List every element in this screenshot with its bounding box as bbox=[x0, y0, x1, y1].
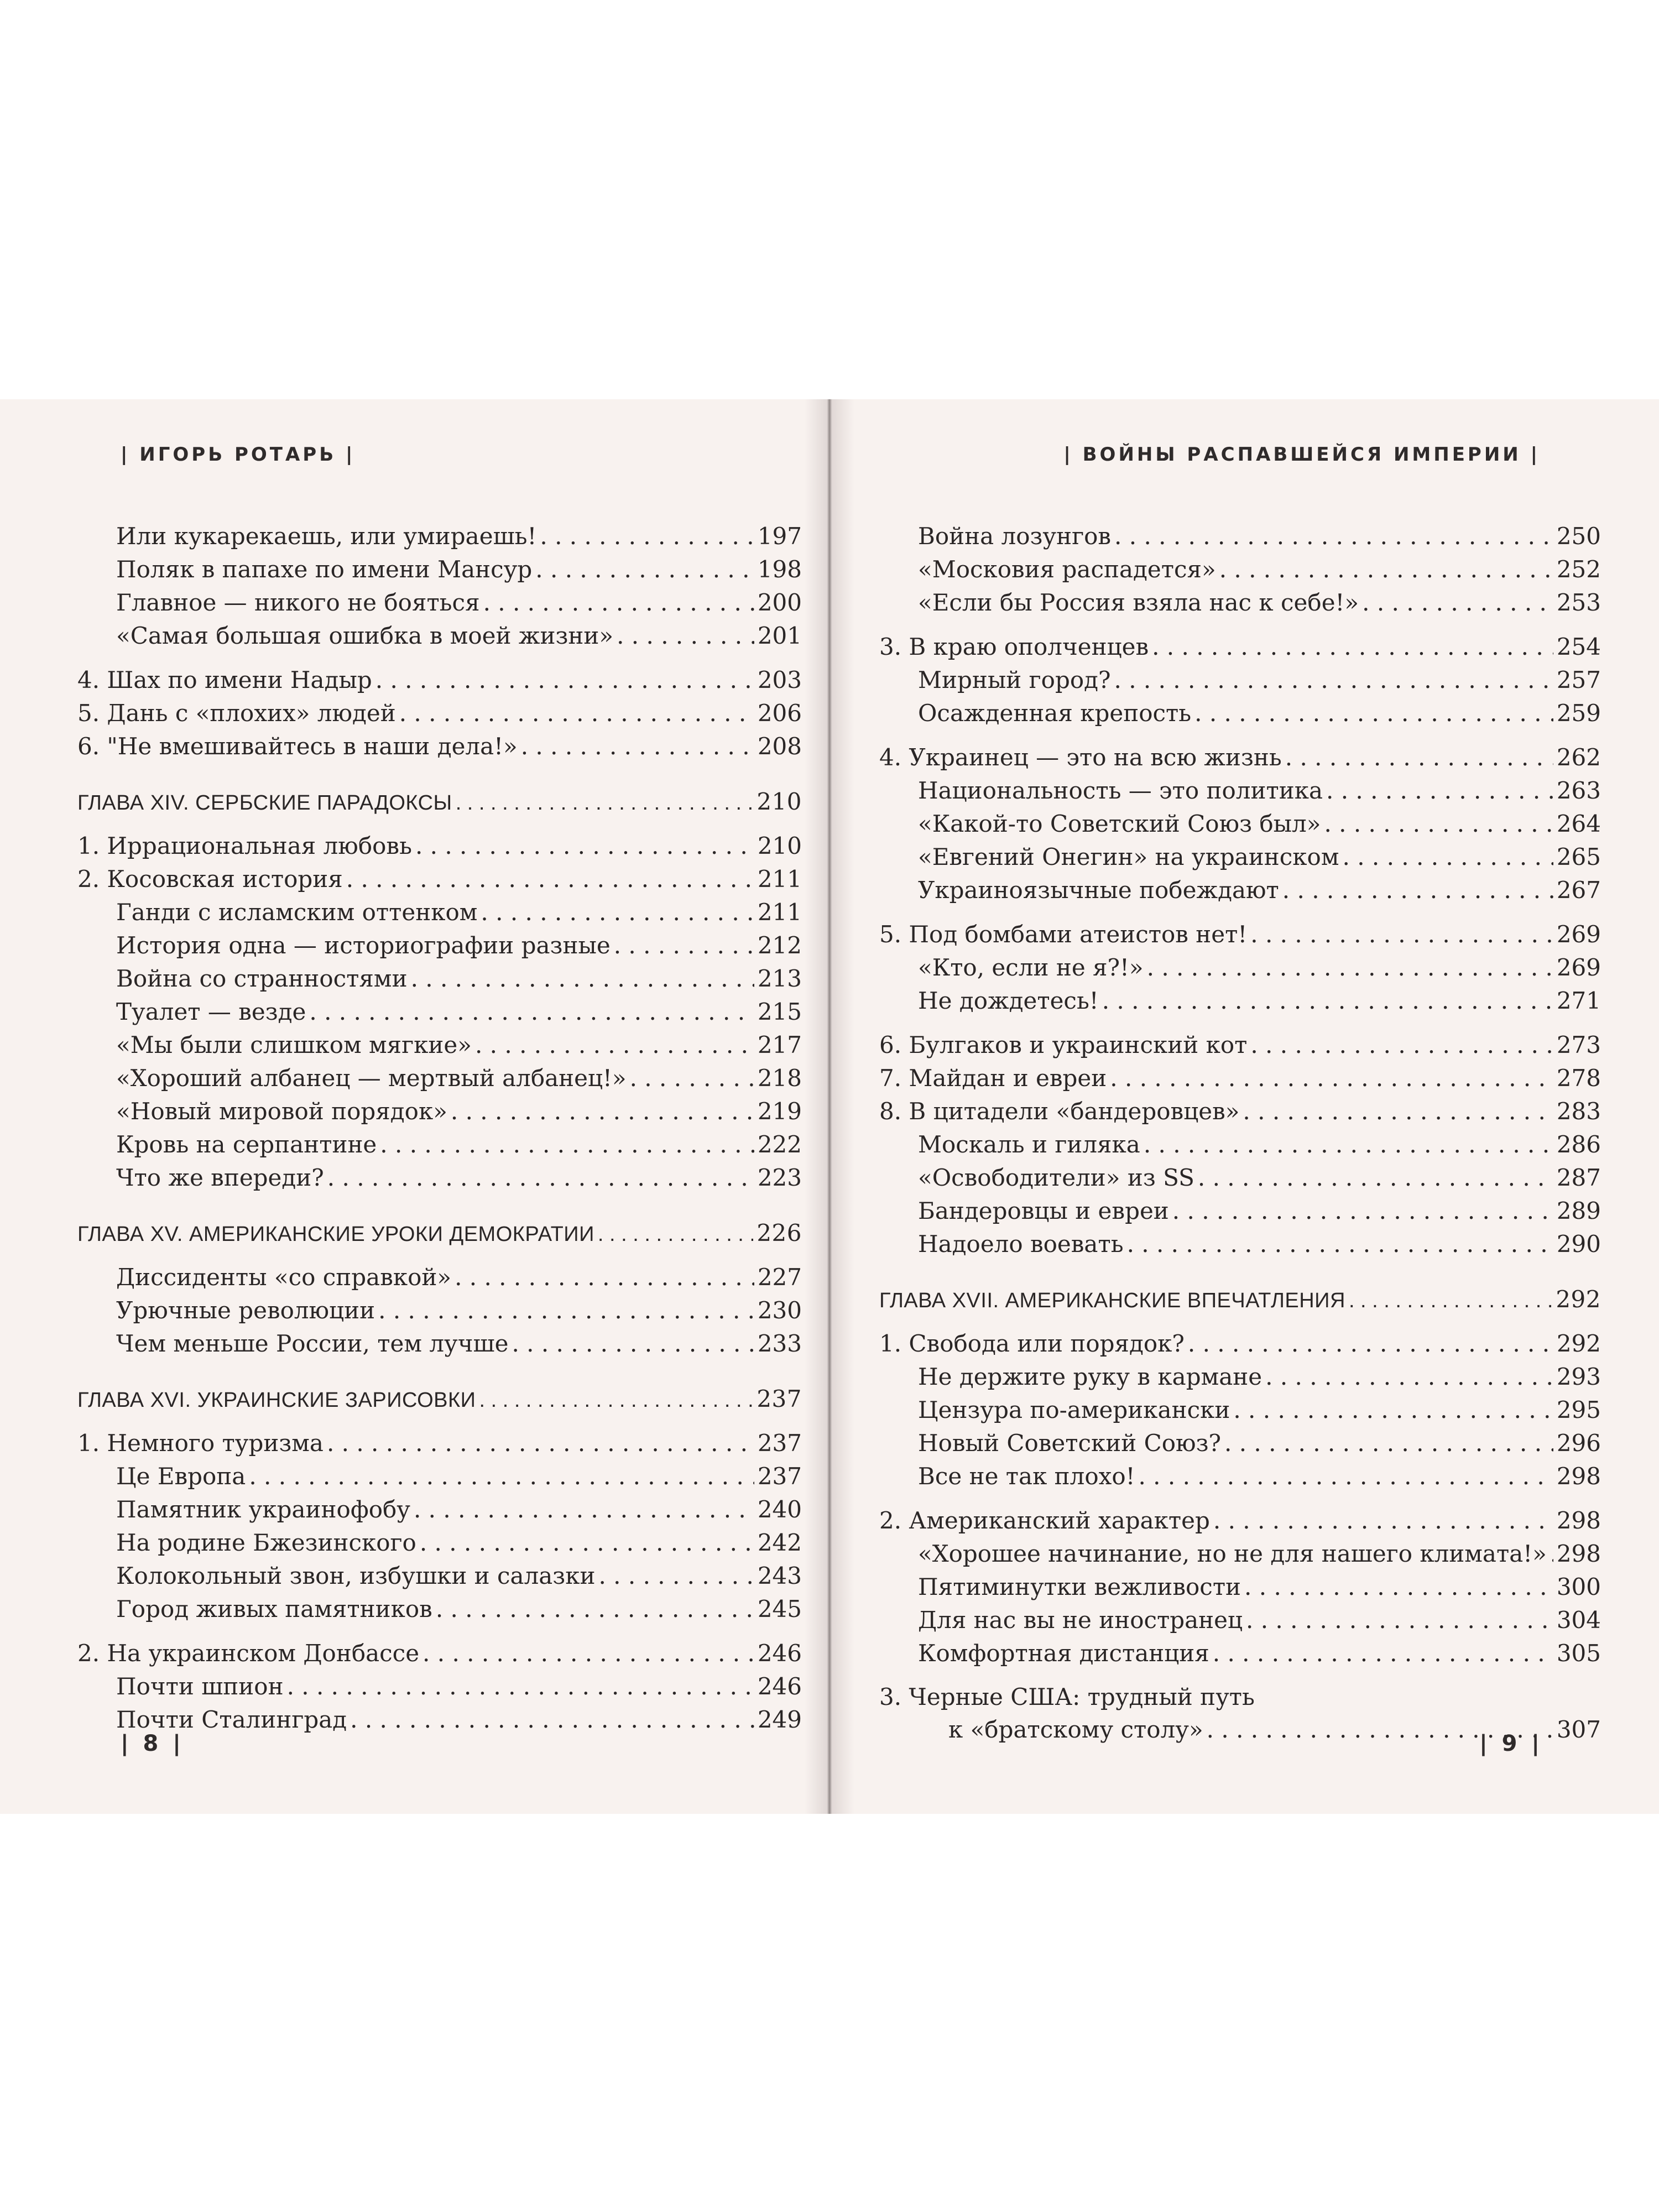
entry-page-number: 286 bbox=[1556, 1131, 1601, 1158]
table-of-contents bbox=[879, 520, 1601, 1746]
entry-title: 6. Булгаков и украинский кот bbox=[879, 1031, 1248, 1058]
entry-title: Диссиденты «со справкой» bbox=[116, 1264, 452, 1291]
toc-entry bbox=[879, 1327, 1601, 1360]
entry-title: «Мы были слишком мягкие» bbox=[116, 1031, 472, 1058]
entry-page-number: 222 bbox=[757, 1131, 802, 1158]
toc-entry bbox=[879, 697, 1601, 730]
toc-entry bbox=[879, 1637, 1601, 1670]
entry-page-number: 240 bbox=[757, 1496, 802, 1523]
entry-page-number: 230 bbox=[757, 1297, 802, 1324]
entry-page-number: 265 bbox=[1556, 843, 1601, 870]
chapter-entry bbox=[77, 1383, 802, 1416]
entry-title: Ганди с исламским оттенком bbox=[116, 899, 478, 926]
book-spread bbox=[0, 399, 1659, 1814]
entry-title: ГЛАВА XV. АМЕРИКАНСКИЕ УРОКИ ДЕМОКРАТИИ bbox=[77, 1223, 594, 1246]
entry-title: 7. Майдан и евреи bbox=[879, 1065, 1107, 1092]
entry-page-number: 223 bbox=[757, 1164, 802, 1191]
entry-title: Или кукарекаешь, или умираешь! bbox=[116, 523, 537, 550]
entry-title: Осажденная крепость bbox=[918, 700, 1192, 727]
entry-page-number: 271 bbox=[1556, 987, 1601, 1014]
dot-leader bbox=[1362, 586, 1553, 619]
entry-title: Пятиминутки вежливости bbox=[918, 1573, 1241, 1600]
entry-page-number: 210 bbox=[757, 832, 802, 859]
dot-leader bbox=[475, 1029, 754, 1062]
toc-entry bbox=[77, 1559, 802, 1593]
entry-title: «Если бы Россия взяла нас к себе!» bbox=[918, 589, 1359, 616]
entry-page-number: 203 bbox=[757, 666, 802, 693]
entry-page-number: 300 bbox=[1556, 1573, 1601, 1600]
toc-entry bbox=[77, 1703, 802, 1736]
dot-leader bbox=[535, 553, 754, 586]
toc-entry bbox=[77, 830, 802, 863]
entry-title: На родине Бжезинского bbox=[116, 1529, 416, 1556]
toc-entry bbox=[77, 1161, 802, 1194]
toc-entry bbox=[77, 1593, 802, 1626]
dot-leader bbox=[1102, 984, 1553, 1018]
dot-leader bbox=[327, 1161, 754, 1194]
entry-title: Туалет — везде bbox=[116, 998, 306, 1025]
entry-title: Кровь на серпантине bbox=[116, 1131, 377, 1158]
dot-leader bbox=[614, 929, 754, 962]
entry-title: 2. Косовская история bbox=[77, 865, 343, 893]
entry-title: Почти шпион bbox=[116, 1673, 284, 1700]
page-number: | 9 | bbox=[1479, 1731, 1543, 1756]
dot-leader bbox=[540, 520, 754, 553]
entry-title: Комфортная дистанция bbox=[918, 1640, 1209, 1667]
entry-title: 6. "Не вмешивайтесь в наши дела!» bbox=[77, 733, 518, 760]
entry-page-number: 269 bbox=[1556, 921, 1601, 948]
entry-title: Москаль и гиляка bbox=[918, 1131, 1140, 1158]
entry-page-number: 267 bbox=[1556, 877, 1601, 904]
right-page bbox=[830, 399, 1659, 1814]
entry-page-number: 269 bbox=[1556, 954, 1601, 981]
toc-entry bbox=[77, 1670, 802, 1703]
entry-title: Все не так плохо! bbox=[918, 1463, 1135, 1490]
dot-leader bbox=[1250, 1029, 1553, 1062]
dot-leader bbox=[420, 1526, 754, 1559]
entry-page-number: 305 bbox=[1556, 1640, 1601, 1667]
entry-page-number: 257 bbox=[1556, 666, 1601, 693]
entry-page-number: 213 bbox=[757, 965, 802, 992]
dot-leader bbox=[1219, 553, 1553, 586]
entry-page-number: 290 bbox=[1556, 1230, 1601, 1258]
toc-entry bbox=[879, 1029, 1601, 1062]
toc-entry bbox=[879, 520, 1601, 553]
dot-leader bbox=[1188, 1327, 1553, 1360]
toc-entry bbox=[77, 1493, 802, 1526]
entry-page-number: 283 bbox=[1556, 1098, 1601, 1125]
entry-title: Бандеровцы и евреи bbox=[918, 1197, 1169, 1224]
entry-title: «Какой-то Советский Союз был» bbox=[918, 810, 1321, 837]
toc-entry bbox=[77, 962, 802, 995]
toc-entry bbox=[77, 1637, 802, 1670]
toc-entry bbox=[77, 520, 802, 553]
dot-leader bbox=[350, 1703, 754, 1736]
entry-title: Город живых памятников bbox=[116, 1595, 432, 1623]
dot-leader bbox=[346, 863, 754, 896]
toc-entry bbox=[77, 1029, 802, 1062]
entry-title: Цензура по-американски bbox=[918, 1396, 1230, 1423]
toc-entry bbox=[879, 1194, 1601, 1228]
dot-leader bbox=[249, 1460, 754, 1493]
toc-entry bbox=[879, 1427, 1601, 1460]
toc-entry bbox=[879, 1360, 1601, 1394]
entry-page-number: 254 bbox=[1556, 633, 1601, 660]
toc-entry bbox=[879, 1062, 1601, 1095]
entry-title: 1. Иррациональная любовь bbox=[77, 832, 412, 859]
toc-entry bbox=[77, 995, 802, 1029]
toc-entry bbox=[77, 586, 802, 619]
dot-leader bbox=[1224, 1427, 1553, 1460]
dot-leader bbox=[630, 1062, 754, 1095]
dot-leader bbox=[1147, 951, 1553, 984]
entry-page-number: 298 bbox=[1556, 1540, 1601, 1567]
entry-title: Колокольный звон, избушки и салазки bbox=[116, 1562, 596, 1589]
running-header: | ИГОРЬ РОТАРЬ | bbox=[121, 444, 356, 466]
entry-title: 3. В краю ополченцев bbox=[879, 633, 1149, 660]
dot-leader bbox=[1213, 1637, 1553, 1670]
entry-page-number: 211 bbox=[757, 865, 802, 893]
entry-title: 4. Украинец — это на всю жизнь bbox=[879, 744, 1282, 771]
dot-leader bbox=[1244, 1571, 1553, 1604]
entry-title: Надоело воевать bbox=[918, 1230, 1124, 1258]
entry-page-number: 237 bbox=[757, 1430, 802, 1457]
chapter-entry bbox=[879, 1283, 1601, 1316]
entry-page-number: 249 bbox=[757, 1706, 802, 1733]
toc-entry bbox=[879, 807, 1601, 841]
left-page bbox=[0, 399, 830, 1814]
entry-title: Война лозунгов bbox=[918, 523, 1112, 550]
entry-title: 8. В цитадели «бандеровцев» bbox=[879, 1098, 1240, 1125]
dot-leader bbox=[1114, 520, 1553, 553]
entry-title: Украиноязычные побеждают bbox=[918, 877, 1279, 904]
entry-title: 5. Дань с «плохих» людей bbox=[77, 700, 396, 727]
entry-title: «Евгений Онегин» на украинском bbox=[918, 843, 1339, 870]
entry-title: «Московия распадется» bbox=[918, 556, 1216, 583]
entry-page-number: 295 bbox=[1556, 1396, 1601, 1423]
entry-page-number: 264 bbox=[1556, 810, 1601, 837]
toc-entry bbox=[879, 664, 1601, 697]
toc-entry bbox=[879, 874, 1601, 907]
entry-page-number: 252 bbox=[1556, 556, 1601, 583]
toc-entry bbox=[77, 553, 802, 586]
dot-leader bbox=[1152, 630, 1553, 664]
entry-page-number: 278 bbox=[1556, 1065, 1601, 1092]
entry-page-number: 292 bbox=[1556, 1286, 1601, 1313]
entry-page-number: 289 bbox=[1556, 1197, 1601, 1224]
entry-title: ГЛАВА XVII. АМЕРИКАНСКИЕ ВПЕЧАТЛЕНИЯ bbox=[879, 1289, 1345, 1312]
entry-page-number: 243 bbox=[757, 1562, 802, 1589]
dot-leader bbox=[287, 1670, 754, 1703]
dot-leader bbox=[411, 962, 754, 995]
entry-page-number: 246 bbox=[757, 1673, 802, 1700]
dot-leader bbox=[380, 1128, 754, 1161]
entry-page-number: 298 bbox=[1556, 1463, 1601, 1490]
dot-leader bbox=[456, 786, 754, 820]
entry-title: История одна — историографии разные bbox=[116, 932, 611, 959]
entry-title: Поляк в папахе по имени Мансур bbox=[116, 556, 533, 583]
entry-title: Чем меньше России, тем лучше bbox=[116, 1330, 509, 1357]
entry-title: Урючные революции bbox=[116, 1297, 375, 1324]
toc-entry bbox=[77, 1526, 802, 1559]
entry-page-number: 287 bbox=[1556, 1164, 1601, 1191]
toc-entry bbox=[77, 1294, 802, 1327]
toc-entry bbox=[77, 896, 802, 929]
toc-entry bbox=[879, 1571, 1601, 1604]
entry-title: «Новый мировой порядок» bbox=[116, 1098, 447, 1125]
entry-title: Национальность — это политика bbox=[918, 777, 1323, 804]
entry-page-number: 263 bbox=[1556, 777, 1601, 804]
entry-page-number: 259 bbox=[1556, 700, 1601, 727]
toc-entry bbox=[77, 1062, 802, 1095]
dot-leader bbox=[1326, 774, 1553, 807]
entry-page-number: 307 bbox=[1556, 1716, 1601, 1743]
toc-entry bbox=[77, 697, 802, 730]
toc-entry bbox=[77, 1128, 802, 1161]
entry-page-number: 197 bbox=[757, 523, 802, 550]
entry-title: Для нас вы не иностранец bbox=[918, 1606, 1243, 1634]
dot-leader bbox=[375, 664, 754, 697]
dot-leader bbox=[1285, 741, 1553, 774]
entry-page-number: 304 bbox=[1556, 1606, 1601, 1634]
dot-leader bbox=[455, 1261, 754, 1294]
entry-title: Почти Сталинград bbox=[116, 1706, 347, 1733]
toc-entry bbox=[879, 1537, 1601, 1571]
toc-entry bbox=[77, 1095, 802, 1128]
toc-entry bbox=[879, 1504, 1601, 1537]
entry-page-number: 208 bbox=[757, 733, 802, 760]
entry-page-number: 217 bbox=[757, 1031, 802, 1058]
toc-entry bbox=[77, 619, 802, 653]
dot-leader bbox=[598, 1559, 754, 1593]
dot-leader bbox=[422, 1637, 754, 1670]
dot-leader bbox=[1246, 1604, 1553, 1637]
dot-leader bbox=[1343, 841, 1553, 874]
dot-leader bbox=[1243, 1095, 1553, 1128]
dot-leader bbox=[1114, 664, 1553, 697]
entry-title: Новый Советский Союз? bbox=[918, 1430, 1222, 1457]
dot-leader bbox=[512, 1327, 754, 1360]
entry-page-number: 215 bbox=[757, 998, 802, 1025]
entry-page-number: 227 bbox=[757, 1264, 802, 1291]
entry-page-number: 206 bbox=[757, 700, 802, 727]
dot-leader bbox=[1213, 1504, 1553, 1537]
dot-leader bbox=[1127, 1228, 1553, 1261]
entry-page-number: 212 bbox=[757, 932, 802, 959]
toc-entry bbox=[879, 630, 1601, 664]
toc-entry bbox=[879, 1161, 1601, 1194]
toc-entry bbox=[77, 1460, 802, 1493]
running-header: | ВОЙНЫ РАСПАВШЕЙСЯ ИМПЕРИИ | bbox=[1063, 444, 1540, 466]
entry-title: к «братскому столу» bbox=[948, 1716, 1203, 1743]
table-of-contents bbox=[77, 520, 802, 1736]
dot-leader bbox=[1233, 1394, 1553, 1427]
entry-page-number: 219 bbox=[757, 1098, 802, 1125]
dot-leader bbox=[1550, 1537, 1553, 1571]
dot-leader bbox=[1324, 807, 1553, 841]
entry-page-number: 253 bbox=[1556, 589, 1601, 616]
dot-leader bbox=[1198, 1161, 1553, 1194]
entry-page-number: 250 bbox=[1556, 523, 1601, 550]
dot-leader bbox=[415, 830, 754, 863]
dot-leader bbox=[1282, 874, 1553, 907]
entry-page-number: 237 bbox=[757, 1463, 802, 1490]
entry-page-number: 292 bbox=[1556, 1330, 1601, 1357]
toc-entry-line1: 3. Черные США: трудный путь bbox=[879, 1683, 1255, 1710]
dot-leader bbox=[617, 619, 754, 653]
toc-entry bbox=[879, 1460, 1601, 1493]
entry-page-number: 298 bbox=[1556, 1507, 1601, 1534]
toc-entry bbox=[879, 1604, 1601, 1637]
dot-leader bbox=[414, 1493, 754, 1526]
dot-leader bbox=[481, 896, 754, 929]
entry-title: 2. На украинском Донбассе bbox=[77, 1640, 420, 1667]
entry-page-number: 226 bbox=[757, 1219, 802, 1246]
entry-page-number: 246 bbox=[757, 1640, 802, 1667]
toc-entry bbox=[879, 918, 1601, 951]
entry-title: Мирный город? bbox=[918, 666, 1111, 693]
toc-entry bbox=[77, 1261, 802, 1294]
chapter-entry bbox=[77, 785, 802, 818]
entry-page-number: 296 bbox=[1556, 1430, 1601, 1457]
entry-title: ГЛАВА XVI. УКРАИНСКИЕ ЗАРИСОВКИ bbox=[77, 1389, 476, 1412]
toc-entry bbox=[879, 984, 1601, 1018]
dot-leader bbox=[598, 1218, 753, 1251]
toc-entry bbox=[879, 951, 1601, 984]
entry-title: Война со странностями bbox=[116, 965, 408, 992]
toc-entry bbox=[77, 664, 802, 697]
entry-page-number: 245 bbox=[757, 1595, 802, 1623]
entry-page-number: 233 bbox=[757, 1330, 802, 1357]
entry-page-number: 237 bbox=[757, 1385, 802, 1412]
dot-leader bbox=[1349, 1284, 1552, 1317]
dot-leader bbox=[399, 697, 754, 730]
entry-page-number: 210 bbox=[757, 788, 802, 815]
entry-page-number: 200 bbox=[757, 589, 802, 616]
toc-entry bbox=[77, 730, 802, 763]
dot-leader bbox=[1250, 918, 1553, 951]
entry-title: Памятник украинофобу bbox=[116, 1496, 410, 1523]
entry-title: «Самая большая ошибка в моей жизни» bbox=[116, 622, 614, 649]
dot-leader bbox=[327, 1427, 754, 1460]
dot-leader bbox=[309, 995, 754, 1029]
book-gutter bbox=[805, 399, 854, 1814]
dot-leader bbox=[1172, 1194, 1553, 1228]
entry-title: Что же впереди? bbox=[116, 1164, 324, 1191]
dot-leader bbox=[479, 1384, 753, 1417]
chapter-entry bbox=[77, 1217, 802, 1250]
entry-title: 4. Шах по имени Надыр bbox=[77, 666, 372, 693]
toc-entry bbox=[77, 863, 802, 896]
dot-leader bbox=[1110, 1062, 1553, 1095]
dot-leader bbox=[1194, 697, 1553, 730]
entry-page-number: 201 bbox=[757, 622, 802, 649]
toc-entry bbox=[77, 1427, 802, 1460]
toc-entry bbox=[879, 553, 1601, 586]
entry-title: «Освободители» из SS bbox=[918, 1164, 1194, 1191]
entry-page-number: 198 bbox=[757, 556, 802, 583]
entry-title: Не держите руку в кармане bbox=[918, 1363, 1262, 1390]
dot-leader bbox=[451, 1095, 754, 1128]
entry-page-number: 273 bbox=[1556, 1031, 1601, 1058]
toc-entry bbox=[879, 586, 1601, 619]
entry-title: ГЛАВА XIV. СЕРБСКИЕ ПАРАДОКСЫ bbox=[77, 791, 452, 815]
toc-entry bbox=[879, 1128, 1601, 1161]
entry-title: 1. Свобода или порядок? bbox=[879, 1330, 1185, 1357]
dot-leader bbox=[436, 1593, 754, 1626]
entry-title: «Кто, если не я?!» bbox=[918, 954, 1144, 981]
toc-entry bbox=[879, 741, 1601, 774]
entry-page-number: 211 bbox=[757, 899, 802, 926]
entry-title: 1. Немного туризма bbox=[77, 1430, 324, 1457]
toc-entry bbox=[77, 1327, 802, 1360]
entry-title: 2. Американский характер bbox=[879, 1507, 1210, 1534]
toc-entry bbox=[879, 1095, 1601, 1128]
entry-page-number: 262 bbox=[1556, 744, 1601, 771]
entry-title: 5. Под бомбами атеистов нет! bbox=[879, 921, 1248, 948]
toc-entry bbox=[879, 774, 1601, 807]
entry-title: Не дождетесь! bbox=[918, 987, 1099, 1014]
entry-title: «Хорошее начинание, но не для нашего климата!» bbox=[918, 1540, 1547, 1567]
dot-leader bbox=[1138, 1460, 1553, 1493]
entry-page-number: 242 bbox=[757, 1529, 802, 1556]
toc-entry bbox=[879, 841, 1601, 874]
entry-title: Це Европа bbox=[116, 1463, 246, 1490]
dot-leader bbox=[483, 586, 754, 619]
dot-leader bbox=[1265, 1360, 1553, 1394]
entry-page-number: 218 bbox=[757, 1065, 802, 1092]
entry-title: «Хороший албанец — мертвый албанец!» bbox=[116, 1065, 627, 1092]
entry-page-number: 293 bbox=[1556, 1363, 1601, 1390]
toc-entry bbox=[77, 929, 802, 962]
dot-leader bbox=[1144, 1128, 1553, 1161]
entry-title: Главное — никого не бояться bbox=[116, 589, 480, 616]
toc-entry bbox=[879, 1228, 1601, 1261]
toc-entry bbox=[879, 1394, 1601, 1427]
page-number: | 8 | bbox=[121, 1731, 184, 1756]
dot-leader bbox=[521, 730, 754, 763]
dot-leader bbox=[378, 1294, 754, 1327]
